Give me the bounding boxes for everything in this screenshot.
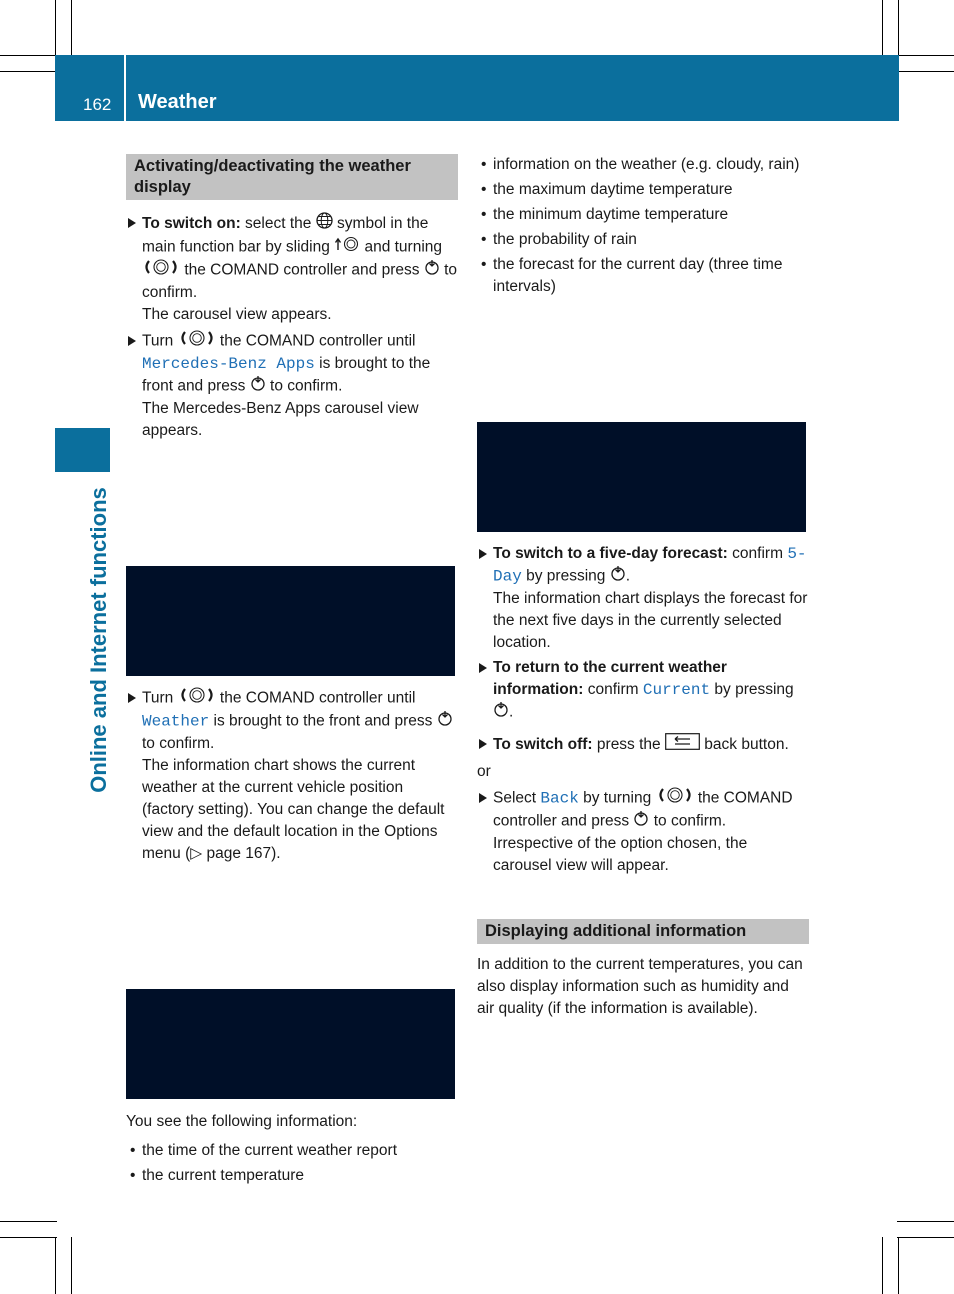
side-tab-label: Online and Internet functions [86,487,111,793]
step-result: The information chart displays the forecast for the next five days in the currently selected location. [493,590,808,651]
turn-controller-icon [178,687,216,710]
list-item: • information on the weather (e.g. cloudy, rain) [477,154,809,176]
crop-mark [897,1237,954,1238]
list-item: • the forecast for the current day (three time intervals) [477,254,809,298]
display-text: Current [642,681,711,699]
slide-up-icon [334,236,360,259]
list-item: • the current temperature [126,1165,458,1187]
press-icon [424,259,440,282]
faint-area [126,865,458,989]
display-screenshot [126,989,455,1099]
step-result: Irrespective of the option chosen, the carousel view will appear. [493,835,748,874]
section-heading: Activating/deactivating the weather display [126,154,458,200]
display-screenshot [126,566,455,676]
crop-mark [55,0,56,57]
step-five-day: To switch to a five-day forecast: confirm 5-Day by pressing . [477,543,809,588]
list-item: • the time of the current weather report [126,1140,458,1162]
crop-mark [0,71,57,72]
crop-mark [897,71,954,72]
crop-mark [897,1221,954,1222]
crop-mark [898,0,899,57]
turn-controller-icon [656,787,694,810]
list-item: • the maximum daytime temperature [477,179,809,201]
crop-mark [0,55,57,56]
press-icon [610,565,626,588]
crop-mark [897,55,954,56]
press-icon [633,810,649,833]
page-number: 162 [83,95,112,114]
step-lead: To switch on: [142,215,241,233]
step-lead: To return to the current weather information: [493,659,727,698]
display-screenshot [477,422,806,532]
press-icon [250,375,266,398]
side-tab [55,428,110,472]
section-title: Weather [138,91,217,113]
list-item: • the minimum daytime temperature [477,204,809,226]
step-result: The carousel view appears. [142,306,332,323]
right-column [477,154,809,1020]
crop-mark [71,1237,72,1294]
left-column [126,154,458,1187]
faint-area [477,298,809,422]
step-turn-apps: Turn the COMAND controller until Mercedes-Benz Apps is brought to the front and press to confirm. [126,330,458,398]
back-button-icon [665,733,700,757]
header-divider [124,55,126,121]
faint-area [126,442,458,566]
body-paragraph: In addition to the current temperatures, you can also display information such as humidity and air quality (if the information is available). [477,956,803,1017]
display-text: Mercedes-Benz Apps [142,355,315,373]
crop-mark [55,1237,56,1294]
crop-mark [0,1237,57,1238]
step-switch-off: To switch off: press the back button. [477,733,809,757]
crop-mark [898,1237,899,1294]
step-result: The information chart shows the current weather at the current vehicle position (factory setting). You can change the default view and the default location in the Options menu (▷ page 167). [142,757,445,862]
crop-mark [71,0,72,57]
crop-mark [882,1237,883,1294]
display-text: Weather [142,712,210,731]
press-icon [493,701,509,724]
crop-mark [882,0,883,57]
turn-controller-icon [142,259,180,282]
step-turn-weather: Turn the COMAND controller until Weather is brought to the front and press to confirm. [126,687,458,755]
list-item: • the probability of rain [477,229,809,251]
press-icon [437,710,453,733]
globe-icon [316,212,333,236]
step-return: To return to the current weather information: confirm Current by pressing . [477,657,809,724]
step-result: The Mercedes-Benz Apps carousel view appears. [142,400,419,439]
or-text: or [477,763,491,780]
info-intro: You see the following information: [126,1113,358,1130]
display-text: Back [540,789,579,808]
step-lead: To switch off: [493,736,593,754]
turn-controller-icon [178,330,216,353]
step-select-back: Select Back by turning the COMAND controller and press to confirm. [477,787,809,833]
section-heading: Displaying additional information [477,919,809,944]
step-lead: To switch to a five-day forecast: [493,545,728,562]
crop-mark [0,1221,57,1222]
step-switch-on: To switch on: select the symbol in the main function bar by sliding and turning the COMAND controller and press to confirm. [126,212,458,304]
display-text: 5-Day [493,545,807,586]
